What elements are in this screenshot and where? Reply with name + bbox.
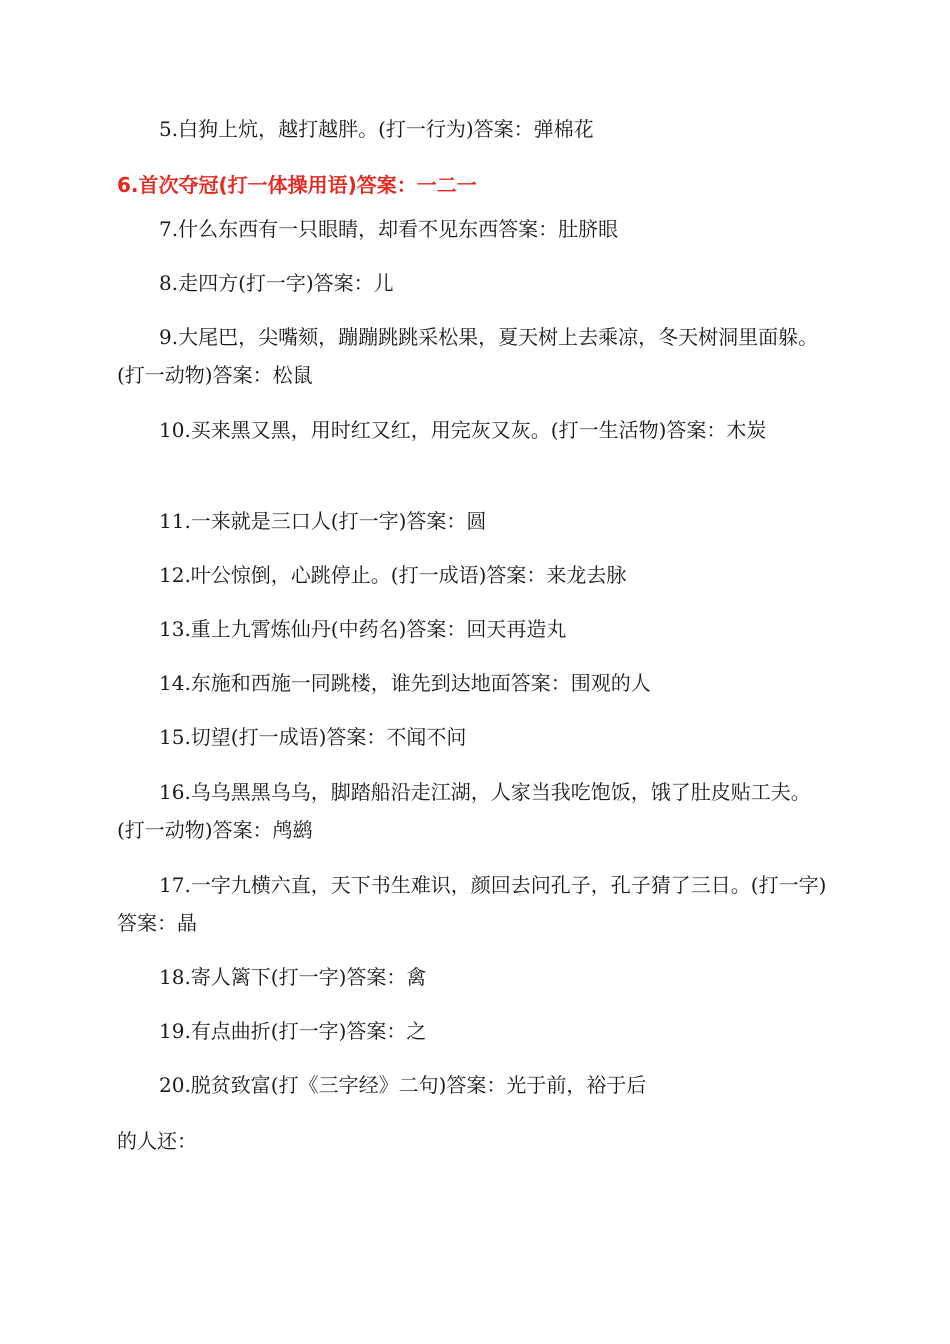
riddle-16: 16.乌乌黑黑乌乌，脚踏船沿走江湖，人家当我吃饱饭，饿了肚皮贴工夫。(打一动物)答案：鸬鹚 [117, 780, 811, 842]
riddle-14: 14.东施和西施一同跳楼，谁先到达地面答案：围观的人 [159, 671, 651, 695]
riddle-17: 17.一字九横六直，天下书生难识，颜回去问孔子，孔子猜了三日。(打一字)答案：晶 [117, 873, 827, 935]
riddle-9: 9.大尾巴，尖嘴颏，蹦蹦跳跳采松果，夏天树上去乘凉，冬天树洞里面躲。(打一动物)答案：松鼠 [117, 325, 819, 387]
riddle-20: 20.脱贫致富(打《三字经》二句)答案：光于前，裕于后 [159, 1073, 647, 1097]
riddle-8: 8.走四方(打一字)答案：儿 [159, 271, 394, 295]
riddle-11: 11.一来就是三口人(打一字)答案：圆 [159, 509, 487, 533]
riddle-18: 18.寄人篱下(打一字)答案：禽 [159, 965, 427, 989]
riddle-12: 12.叶公惊倒，心跳停止。(打一成语)答案：来龙去脉 [159, 563, 627, 587]
riddle-5: 5.白狗上炕，越打越胖。(打一行为)答案：弹棉花 [159, 117, 594, 141]
riddle-19: 19.有点曲折(打一字)答案：之 [159, 1019, 427, 1043]
riddle-7: 7.什么东西有一只眼睛，却看不见东西答案：肚脐眼 [159, 217, 619, 241]
riddle-6-highlighted: 6.首次夺冠(打一体操用语)答案：一二一 [117, 173, 477, 197]
trailing-text: 的人还： [117, 1129, 197, 1153]
riddle-15: 15.切望(打一成语)答案：不闻不问 [159, 725, 467, 749]
riddle-10: 10.买来黑又黑，用时红又红，用完灰又灰。(打一生活物)答案：木炭 [159, 418, 767, 442]
riddle-13: 13.重上九霄炼仙丹(中药名)答案：回天再造丸 [159, 617, 567, 641]
